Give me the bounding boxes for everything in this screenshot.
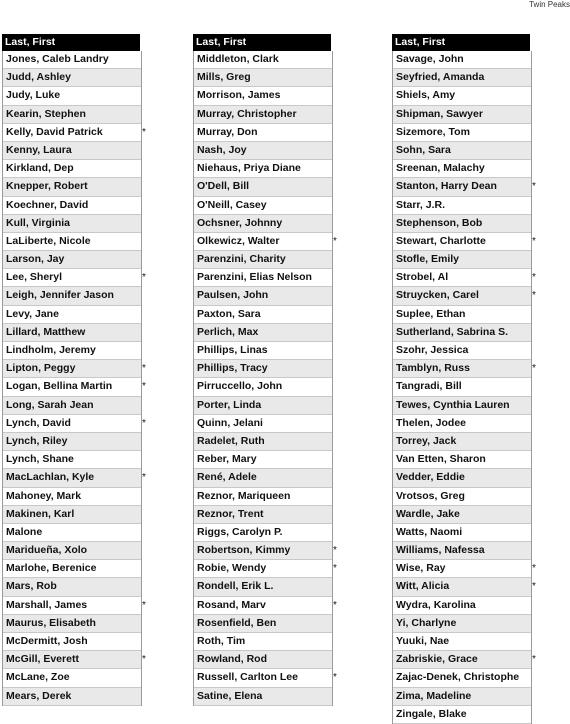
cast-name: Maridueña, Xolo — [6, 544, 88, 557]
list-item — [194, 397, 332, 415]
cast-name: Van Etten, Sharon — [396, 453, 486, 466]
cast-name: Wise, Ray — [396, 562, 446, 575]
list-item — [3, 106, 141, 124]
cast-name: O'Dell, Bill — [197, 180, 250, 193]
list-item — [194, 160, 332, 178]
cast-name: Mills, Greg — [197, 71, 251, 84]
column-rows — [2, 51, 146, 706]
cast-name: Levy, Jane — [6, 307, 59, 320]
cast-name: Savage, John — [396, 53, 464, 65]
list-item — [3, 651, 146, 669]
cast-name: Rowland, Rod — [197, 653, 267, 666]
cast-name: Reber, Mary — [197, 453, 257, 466]
asterisk-mark: * — [142, 126, 146, 138]
list-item — [393, 469, 531, 487]
cast-name: Stewart, Charlotte — [396, 234, 486, 247]
cast-name: Phillips, Tracy — [197, 362, 268, 375]
cast-name: Tangradi, Bill — [396, 380, 462, 393]
cast-name: Quinn, Jelani — [197, 416, 263, 429]
asterisk-mark: * — [142, 654, 146, 666]
cast-name: O'Neill, Casey — [197, 198, 267, 211]
cast-name: Kelly, David Patrick — [6, 125, 103, 138]
cast-name: Rosand, Marv — [197, 598, 266, 611]
cast-name: Murray, Don — [197, 125, 258, 138]
list-item — [3, 524, 141, 542]
list-item — [194, 324, 332, 342]
list-item — [393, 160, 531, 178]
cast-name: Robertson, Kimmy — [197, 544, 291, 557]
cast-name: Williams, Nafessa — [396, 544, 485, 557]
cast-name: Phillips, Linas — [197, 344, 268, 356]
cast-name: Tewes, Cynthia Lauren — [396, 398, 510, 411]
cast-name: Lynch, David — [6, 416, 71, 429]
list-item — [393, 669, 531, 687]
list-item — [3, 378, 146, 396]
cast-name: McGill, Everett — [6, 653, 79, 666]
asterisk-mark: * — [142, 472, 146, 484]
cast-name: Roth, Tim — [197, 635, 246, 647]
cast-name: Shipman, Sawyer — [396, 107, 483, 120]
list-item — [3, 324, 141, 342]
list-item — [3, 160, 141, 178]
cast-name: Kull, Virginia — [6, 216, 70, 229]
asterisk-mark: * — [142, 381, 146, 393]
list-item — [393, 706, 531, 724]
list-item — [393, 306, 531, 324]
list-item — [194, 488, 332, 506]
list-item — [393, 506, 531, 524]
cast-name: Olkewicz, Walter — [197, 234, 280, 247]
cast-name: Stephenson, Bob — [396, 216, 483, 229]
cast-name: Logan, Bellina Martin — [6, 380, 113, 393]
list-item — [393, 69, 531, 87]
cast-name: Leigh, Jennifer Jason — [6, 289, 114, 302]
asterisk-mark: * — [532, 272, 536, 284]
asterisk-mark: * — [532, 290, 536, 302]
column-header: Last, First — [392, 34, 530, 51]
cast-name: Sutherland, Sabrina S. — [396, 325, 509, 338]
cast-name: MacLachlan, Kyle — [6, 471, 95, 484]
list-item — [3, 51, 141, 69]
list-item — [393, 488, 531, 506]
cast-name: Marshall, James — [6, 598, 88, 611]
cast-name: Koechner, David — [6, 198, 89, 211]
list-item — [3, 688, 141, 706]
cast-name: Lee, Sheryl — [6, 271, 63, 284]
cast-name: Paxton, Sara — [197, 307, 261, 320]
cast-name: Russell, Carlton Lee — [197, 671, 298, 684]
cast-name: Zabriskie, Grace — [396, 653, 478, 666]
name-column-1 — [2, 34, 146, 706]
cast-name: Lipton, Peggy — [6, 362, 76, 375]
list-item — [194, 269, 332, 287]
asterisk-mark: * — [142, 599, 146, 611]
list-item — [393, 524, 531, 542]
cast-name: Struycken, Carel — [396, 289, 479, 302]
cast-name: Lillard, Matthew — [6, 325, 86, 338]
cast-name: Thelen, Jodee — [396, 416, 467, 429]
cast-name: Torrey, Jack — [396, 434, 457, 447]
list-item — [3, 597, 146, 615]
column-header: Last, First — [2, 34, 140, 51]
cast-name: Kirkland, Dep — [6, 162, 74, 175]
page-header-note: Twin Peaks — [529, 0, 570, 9]
list-item — [393, 560, 536, 578]
cast-name: Judd, Ashley — [6, 71, 71, 84]
list-item — [393, 597, 531, 615]
cast-name: Parenzini, Elias Nelson — [197, 271, 312, 284]
cast-name: Wardle, Jake — [396, 507, 460, 520]
list-item — [194, 124, 332, 142]
list-item — [3, 69, 141, 87]
asterisk-mark: * — [532, 654, 536, 666]
list-item — [393, 415, 531, 433]
list-item — [194, 87, 332, 105]
list-item — [3, 578, 141, 596]
list-item — [3, 397, 141, 415]
cast-name: Vedder, Eddie — [396, 471, 465, 484]
asterisk-mark: * — [532, 581, 536, 593]
list-item — [194, 215, 332, 233]
cast-name: Stofle, Emily — [396, 253, 460, 266]
list-item — [393, 287, 536, 305]
cast-name: LaLiberte, Nicole — [6, 234, 91, 247]
list-item — [393, 51, 531, 69]
cast-name: Mars, Rob — [6, 580, 57, 593]
cast-name: Perlich, Max — [197, 325, 259, 338]
list-item — [3, 433, 141, 451]
list-item — [194, 51, 332, 69]
list-item — [393, 251, 531, 269]
cast-name: Morrison, James — [197, 89, 281, 102]
cast-name: Watts, Naomi — [396, 525, 463, 538]
list-item — [194, 669, 337, 687]
cast-name: Pirruccello, John — [197, 380, 283, 393]
cast-name: Starr, J.R. — [396, 198, 446, 211]
asterisk-mark: * — [532, 235, 536, 247]
list-item — [3, 669, 141, 687]
cast-name: Larson, Jay — [6, 253, 65, 266]
list-item — [3, 342, 141, 360]
cast-name: Middleton, Clark — [197, 53, 279, 65]
cast-name: Satine, Elena — [197, 689, 263, 702]
cast-name: Shiels, Amy — [396, 89, 456, 102]
list-item — [393, 397, 531, 415]
list-item — [194, 560, 337, 578]
cast-name: Yi, Charlyne — [396, 616, 457, 629]
cast-name: Jones, Caleb Landry — [6, 53, 109, 65]
cast-name: Zajac-Denek, Christophe — [396, 671, 520, 684]
list-item — [393, 324, 531, 342]
list-item — [194, 451, 332, 469]
cast-name: René, Adele — [197, 471, 257, 484]
cast-name: Rondell, Erik L. — [197, 580, 274, 593]
cast-name: Rosenfield, Ben — [197, 616, 277, 629]
list-item — [393, 124, 531, 142]
asterisk-mark: * — [333, 599, 337, 611]
cast-name: Mahoney, Mark — [6, 489, 82, 502]
cast-name: Paulsen, John — [197, 289, 269, 302]
list-item — [3, 615, 141, 633]
cast-name: Long, Sarah Jean — [6, 398, 94, 411]
list-item — [3, 178, 141, 196]
asterisk-mark: * — [333, 235, 337, 247]
list-item — [3, 124, 146, 142]
list-item — [3, 233, 141, 251]
list-item — [194, 287, 332, 305]
cast-name: Porter, Linda — [197, 398, 262, 411]
list-item — [3, 633, 141, 651]
list-item — [393, 178, 536, 196]
list-item — [393, 269, 536, 287]
cast-name: Knepper, Robert — [6, 180, 88, 193]
list-item — [3, 542, 141, 560]
list-item — [194, 651, 332, 669]
cast-name: Reznor, Mariqueen — [197, 489, 291, 502]
list-item — [194, 542, 337, 560]
cast-name: Tamblyn, Russ — [396, 362, 470, 375]
name-column-2 — [193, 34, 337, 706]
list-item — [194, 633, 332, 651]
list-item — [3, 142, 141, 160]
list-item — [194, 688, 332, 706]
list-item — [393, 360, 536, 378]
list-item — [393, 215, 531, 233]
cast-name: Maurus, Elisabeth — [6, 616, 96, 629]
asterisk-mark: * — [532, 563, 536, 575]
cast-name: Strobel, Al — [396, 271, 449, 284]
cast-name: Murray, Christopher — [197, 107, 297, 120]
list-item — [194, 106, 332, 124]
list-item — [3, 415, 146, 433]
list-item — [194, 378, 332, 396]
cast-name: Sreenan, Malachy — [396, 162, 485, 175]
list-item — [194, 597, 337, 615]
list-item — [194, 178, 332, 196]
list-item — [3, 306, 141, 324]
cast-name: Riggs, Carolyn P. — [197, 525, 283, 538]
cast-name: Robie, Wendy — [197, 562, 267, 575]
list-item — [194, 506, 332, 524]
cast-name: Sizemore, Tom — [396, 125, 470, 138]
cast-name: Lynch, Riley — [6, 434, 68, 447]
name-column-3 — [392, 34, 536, 724]
cast-name: Kenny, Laura — [6, 143, 72, 156]
asterisk-mark: * — [333, 545, 337, 557]
cast-name: Radelet, Ruth — [197, 434, 265, 447]
cast-name: Makinen, Karl — [6, 507, 75, 520]
cast-name: Marlohe, Berenice — [6, 562, 97, 575]
list-item — [393, 433, 531, 451]
list-item — [194, 615, 332, 633]
asterisk-mark: * — [142, 363, 146, 375]
cast-name: Ochsner, Johnny — [197, 216, 283, 229]
cast-name: Stanton, Harry Dean — [396, 180, 497, 193]
cast-name: Nash, Joy — [197, 143, 247, 156]
list-item — [194, 142, 332, 160]
list-item — [194, 306, 332, 324]
list-item — [3, 269, 146, 287]
list-item — [393, 197, 531, 215]
cast-name: Zingale, Blake — [396, 707, 467, 720]
list-item — [393, 688, 531, 706]
cast-name: Niehaus, Priya Diane — [197, 162, 301, 175]
list-item — [3, 360, 146, 378]
list-item — [194, 360, 332, 378]
list-item — [3, 251, 141, 269]
list-item — [393, 342, 531, 360]
list-item — [3, 287, 141, 305]
column-header: Last, First — [193, 34, 331, 51]
cast-name: Zima, Madeline — [396, 689, 472, 702]
cast-name: Lindholm, Jeremy — [6, 344, 96, 356]
asterisk-mark: * — [532, 363, 536, 375]
list-item — [194, 415, 332, 433]
cast-name: McLane, Zoe — [6, 671, 70, 684]
list-item — [194, 578, 332, 596]
cast-name: Yuuki, Nae — [396, 635, 450, 647]
list-item — [393, 651, 536, 669]
cast-name: Suplee, Ethan — [396, 307, 466, 320]
asterisk-mark: * — [333, 672, 337, 684]
column-rows — [392, 51, 536, 724]
list-item — [393, 578, 536, 596]
list-item — [3, 197, 141, 215]
cast-name: Sohn, Sara — [396, 143, 451, 156]
cast-name: Judy, Luke — [6, 89, 61, 102]
list-item — [393, 633, 531, 651]
list-item — [393, 233, 536, 251]
list-item — [393, 615, 531, 633]
cast-name: McDermitt, Josh — [6, 635, 88, 647]
list-item — [393, 106, 531, 124]
list-item — [3, 488, 141, 506]
list-item — [3, 560, 141, 578]
list-item — [194, 197, 332, 215]
list-item — [194, 524, 332, 542]
cast-name: Kearin, Stephen — [6, 107, 86, 120]
cast-name: Reznor, Trent — [197, 507, 264, 520]
cast-name: Malone — [6, 525, 43, 538]
cast-name: Parenzini, Charity — [197, 253, 286, 266]
cast-name: Witt, Alicia — [396, 580, 450, 593]
cast-name: Lynch, Shane — [6, 453, 74, 466]
cast-name: Mears, Derek — [6, 689, 72, 702]
list-item — [393, 87, 531, 105]
list-item — [3, 469, 146, 487]
list-item — [393, 378, 531, 396]
list-item — [3, 506, 141, 524]
list-item — [3, 451, 141, 469]
list-item — [194, 469, 332, 487]
list-item — [3, 215, 141, 233]
cast-name: Wydra, Karolina — [396, 598, 476, 611]
list-item — [194, 342, 332, 360]
list-item — [393, 542, 531, 560]
asterisk-mark: * — [142, 417, 146, 429]
list-item — [3, 87, 141, 105]
list-item — [194, 251, 332, 269]
asterisk-mark: * — [142, 272, 146, 284]
list-item — [393, 142, 531, 160]
asterisk-mark: * — [532, 181, 536, 193]
cast-name: Seyfried, Amanda — [396, 71, 485, 84]
list-item — [393, 451, 531, 469]
cast-name: Vrotsos, Greg — [396, 489, 465, 502]
list-item — [194, 69, 332, 87]
list-item — [194, 233, 337, 251]
list-item — [194, 433, 332, 451]
cast-name: Szohr, Jessica — [396, 344, 469, 356]
column-rows — [193, 51, 337, 706]
asterisk-mark: * — [333, 563, 337, 575]
